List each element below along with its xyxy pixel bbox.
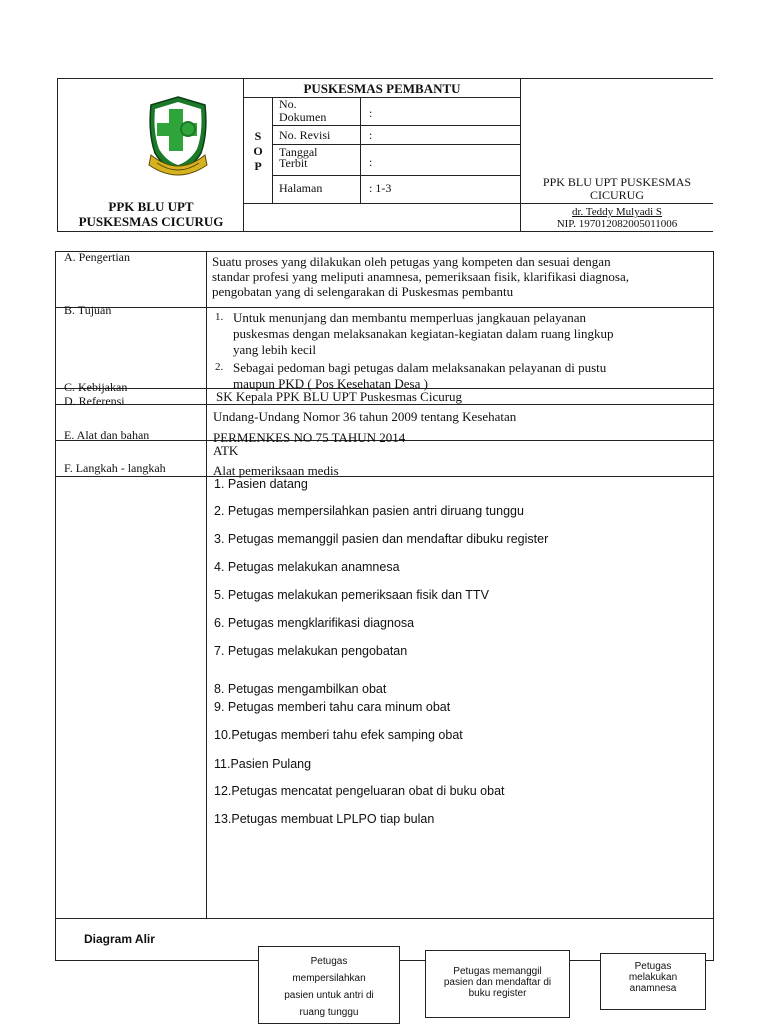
langkah-step: 6. Petugas mengklarifikasi diagnosa (214, 616, 415, 630)
right-title-line-2: CICURUG (589, 188, 644, 202)
pengertian-text (212, 254, 712, 299)
org-line-1: PPK BLU UPT (108, 199, 194, 214)
label-kebijakan: C. Kebijakan (64, 380, 128, 394)
referensi-line: Undang-Undang Nomor 36 tahun 2009 tentang Kesehatan (213, 409, 517, 424)
field-value-no-dokumen: : (369, 106, 373, 120)
alat-line: ATK (213, 443, 239, 458)
flow-box-line: pasien dan mendaftar di (443, 977, 552, 988)
label-referensi: D. Referensi (64, 394, 125, 408)
field-label-line: Tanggal (279, 145, 318, 159)
logo-cross-horizontal (157, 123, 197, 136)
field-label-halaman: Halaman (279, 181, 323, 195)
langkah-step: 11.Pasien Pulang (214, 757, 312, 771)
tujuan-line: puskesmas dengan melaksanakan kegiatan-kegiatan dalam ruang lingkup (233, 326, 614, 341)
tujuan-item-number: 1. (215, 311, 224, 323)
label-tujuan: B. Tujuan (64, 303, 112, 317)
org-name (60, 199, 242, 229)
right-title (521, 176, 713, 202)
tujuan-line: yang lebih kecil (233, 342, 317, 357)
alat-line: Alat pemeriksaan medis (213, 463, 339, 478)
pengertian-line: pengobatan yang di selengarakan di Puskesmas pembantu (212, 284, 514, 299)
flow-box-line: Petugas memanggil (453, 966, 542, 977)
field-label-line: Dokumen (279, 110, 327, 124)
tujuan-list (215, 310, 710, 392)
label-alat-bahan: E. Alat dan bahan (64, 428, 150, 442)
langkah-step: 5. Petugas melakukan pemeriksaan fisik dan TTV (214, 588, 489, 602)
langkah-step: 12.Petugas mencatat pengeluaran obat di buku obat (214, 784, 505, 798)
langkah-step: 4. Petugas melakukan anamnesa (214, 560, 400, 574)
diagram-label: Diagram Alir (84, 932, 155, 946)
sop-letter-s: S (254, 129, 262, 143)
signatory-nip: NIP. 197012082005011006 (556, 218, 678, 230)
puskesmas-logo (143, 93, 213, 185)
flow-box-antri (258, 946, 400, 1024)
tujuan-line: Untuk menunjang dan membantu memperluas jangkauan pelayanan (233, 310, 587, 325)
pengertian-line: standar profesi yang meliputi anamnesa, pemeriksaan fisik, klarifikasi diagnosa, (212, 269, 629, 284)
kebijakan-text: SK Kepala PPK BLU UPT Puskesmas Cicurug (216, 389, 463, 404)
right-title-line-1: PPK BLU UPT PUSKESMAS (542, 175, 692, 189)
langkah-step: 3. Petugas memanggil pasien dan mendaftar dibuku register (214, 532, 549, 546)
flow-box-line: anamnesa (629, 983, 677, 994)
flow-box-line: mempersilahkan (292, 973, 366, 984)
tujuan-item (215, 310, 710, 358)
tujuan-line: maupun PKD ( Pos Kesehatan Desa ) (233, 376, 428, 391)
pengertian-line: Suatu proses yang dilakukan oleh petugas yang kompeten dan sesuai dengan (212, 254, 611, 269)
langkah-step: 9. Petugas memberi tahu cara minum obat (214, 700, 451, 714)
field-label-line: No. (279, 97, 297, 111)
langkah-step: 1. Pasien datang (214, 477, 308, 491)
langkah-step: 10.Petugas memberi tahu efek samping obat (214, 728, 463, 742)
langkah-step: 8. Petugas mengambilkan obat (214, 682, 387, 696)
flow-box-line: melakukan (628, 972, 678, 983)
org-line-2: PUSKESMAS CICURUG (78, 214, 224, 229)
field-value-no-revisi: : (369, 128, 373, 142)
field-value-halaman: : 1-3 (369, 181, 392, 195)
referensi-line: PERMENKES NO 75 TAHUN 2014 (213, 430, 406, 445)
field-label-line: Terbit (279, 156, 308, 170)
label-pengertian: A. Pengertian (64, 250, 130, 264)
label-langkah: F. Langkah - langkah (64, 461, 166, 475)
clinic-title: PUSKESMAS PEMBANTU (303, 81, 461, 96)
flow-box-register (425, 950, 570, 1018)
flow-box-anamnesa (600, 953, 706, 1010)
alat-text (213, 441, 339, 481)
tujuan-item-number: 2. (215, 361, 224, 373)
sop-letter-p: P (254, 159, 262, 173)
langkah-step: 2. Petugas mempersilahkan pasien antri diruang tunggu (214, 504, 524, 518)
flow-box-line: ruang tunggu (299, 1007, 359, 1018)
flow-box-line: buku register (468, 988, 527, 999)
tujuan-item (215, 360, 710, 392)
signatory-name: dr. Teddy Mulyadi S (571, 206, 663, 218)
sop-label (244, 129, 272, 174)
langkah-step: 13.Petugas membuat LPLPO tiap bulan (214, 812, 435, 826)
field-label-no-revisi: No. Revisi (279, 128, 331, 142)
field-label-no-dokumen (279, 98, 326, 124)
flow-box-line: Petugas (634, 961, 672, 972)
field-value-tanggal-terbit: : (369, 155, 373, 169)
flow-box-line: Petugas (310, 956, 348, 967)
field-label-tanggal-terbit (279, 147, 317, 169)
tujuan-line: Sebagai pedoman bagi petugas dalam melaksanakan pelayanan di pustu (233, 360, 607, 375)
langkah-step: 7. Petugas melakukan pengobatan (214, 644, 408, 658)
sop-letter-o: O (253, 144, 263, 158)
flow-box-line: pasien untuk antri di (284, 990, 374, 1001)
